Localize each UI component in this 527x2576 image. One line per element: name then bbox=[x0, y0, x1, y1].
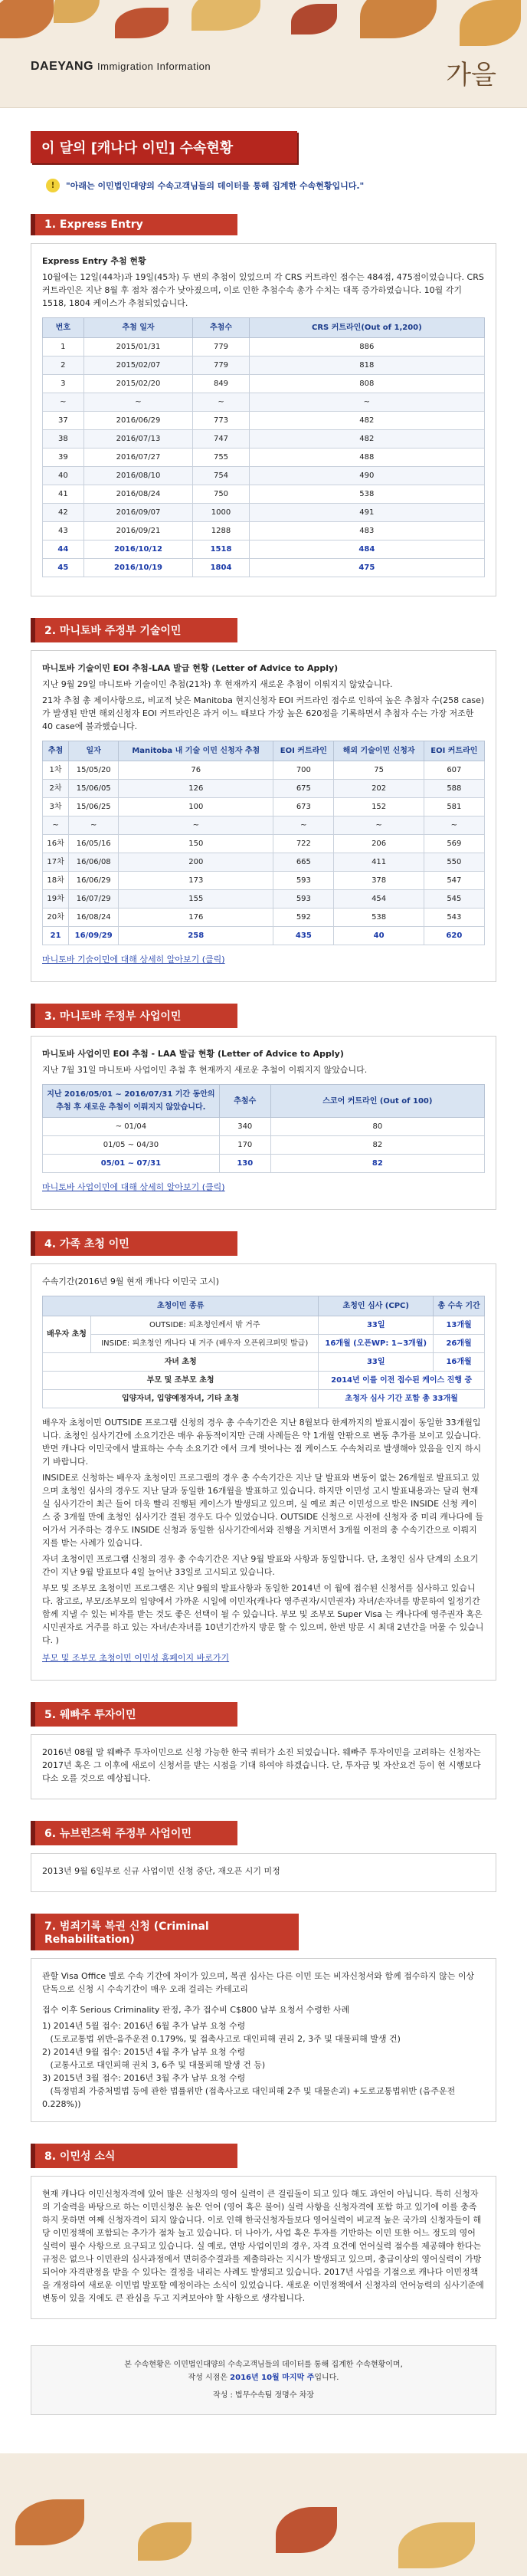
autumn-leaf-decoration bbox=[0, 0, 54, 38]
section-subtitle: 수속기간(2016년 9월 현재 캐나다 이민국 고시) bbox=[42, 1276, 220, 1286]
summary-line-date bbox=[39, 2371, 488, 2384]
table-cell: 378 bbox=[334, 872, 424, 890]
table-cell: 200 bbox=[119, 853, 273, 872]
table-row bbox=[43, 504, 485, 522]
section-paragraph: 2016년 08월 말 웨빠주 투자이민으로 신청 가능한 한국 쿼터가 소진 되었습니다. 웨빠주 투자이민을 고려하는 신청자는 2017년 혹은 그 이후에 새로이 신청서를 받는 시점을 기대 하여야 하겠습니다. 단, 투자금 및 자산요건 등이 현 시행보다 다소 오를 것으로 예상됩니다. bbox=[42, 1747, 481, 1783]
table-cell: 490 bbox=[249, 467, 484, 485]
section-paragraph: 부모 및 조부모 초청이민 프로그램은 지난 9월의 발표사항과 동일한 2014년 이 월에 접수된 신청서를 심사하고 있습니다. 참고로, 부모/조부모의 입양에서 가까운 시일에 이민자(캐나다 영주권자/시민권자) 자녀/손자녀를 방문하여 일정기간 함께 지낼 수 있는 비자를 받는 것도 좋은 선택이 될 수 있습니다. 부모 및 조부모 Super Visa 는 캐나다에 영주권자 혹은 시민권자로 거주를 하고 있는 자녀/손자녀를 10년기간까지 방문 할 수 있으며, 한번 방문 시 최대 2년간을 머물 수 있습니다. ) bbox=[42, 1583, 484, 1645]
table-row bbox=[43, 1118, 485, 1136]
table-cell: 886 bbox=[249, 338, 484, 356]
table-cell: 16/07/29 bbox=[69, 890, 119, 909]
table-cell: ~ bbox=[273, 816, 334, 835]
table-cell: ~ bbox=[249, 393, 484, 412]
table-cell: 665 bbox=[273, 853, 334, 872]
table-cell: 1804 bbox=[193, 559, 249, 577]
table-cell: 750 bbox=[193, 485, 249, 504]
family-sponsorship-link[interactable]: 부모 및 조부모 초청이민 이민성 홈페이지 바로가기 bbox=[42, 1653, 230, 1663]
table-cell: 16/08/24 bbox=[69, 909, 119, 927]
section-subtitle: 마니토바 사업이민 EOI 추첨 - LAA 발급 현황 (Letter of Advice to Apply) bbox=[42, 1049, 344, 1059]
table-header: 지난 2016/05/01 ~ 2016/07/31 기간 동안의 추첨 후 새로운 추첨이 이뤄지지 않았습니다. bbox=[43, 1085, 220, 1118]
table-cell: 2016/08/10 bbox=[83, 467, 193, 485]
season-title: 가을 bbox=[446, 60, 496, 90]
table-cell: 2016/08/24 bbox=[83, 485, 193, 504]
table-cell: 482 bbox=[249, 430, 484, 449]
table-cell: 202 bbox=[334, 780, 424, 798]
table-cell: 33일 bbox=[319, 1316, 434, 1335]
table-row bbox=[43, 393, 485, 412]
section-paragraph: 2013년 9월 6일부로 신규 사업이민 신청 중단, 재오픈 시기 미정 bbox=[42, 1866, 280, 1876]
section-subtitle: Express Entry 추첨 현황 bbox=[42, 256, 146, 266]
table-cell: 818 bbox=[249, 356, 484, 375]
table-cell: 475 bbox=[249, 559, 484, 577]
table-cell: 1518 bbox=[193, 540, 249, 559]
table-cell: 16개월 bbox=[434, 1353, 485, 1372]
table-cell: 19차 bbox=[43, 890, 69, 909]
table-row bbox=[43, 835, 485, 853]
header-banner bbox=[0, 0, 527, 108]
table-cell: 155 bbox=[119, 890, 273, 909]
table-cell: 2016/10/12 bbox=[83, 540, 193, 559]
table-row bbox=[43, 540, 485, 559]
table-row bbox=[43, 909, 485, 927]
table-cell: 75 bbox=[334, 761, 424, 780]
section-paragraph: 자녀 초청이민 프로그램 신청의 경우 총 수속기간은 지난 9월 발표와 사항과 동일합니다. 단, 초청인 심사 단계의 소요기간이 지난 9월 발표보다 4일 늘어난 33일로 고시되고 있습니다. bbox=[42, 1554, 479, 1577]
autumn-leaf-decoration bbox=[15, 2499, 84, 2545]
table-cell: 82 bbox=[270, 1155, 484, 1173]
table-header: 초청이민 종류 bbox=[43, 1296, 319, 1316]
section-subtitle: 마니토바 기술이민 EOI 추첨-LAA 발급 현황 (Letter of Advice to Apply) bbox=[42, 663, 339, 673]
manitoba-skilled-table bbox=[42, 741, 485, 945]
table-cell: 700 bbox=[273, 761, 334, 780]
logo-subtitle: Immigration Information bbox=[97, 61, 211, 72]
table-cell: 37 bbox=[43, 412, 84, 430]
table-cell: 18차 bbox=[43, 872, 69, 890]
list-item: 3) 2015년 3월 접수: 2016년 3월 추가 납부 요청 수령 bbox=[42, 2073, 246, 2083]
table-header: EOI 커트라인 bbox=[424, 741, 484, 761]
table-cell: ~ bbox=[334, 816, 424, 835]
table-cell: 491 bbox=[249, 504, 484, 522]
table-cell: 41 bbox=[43, 485, 84, 504]
manitoba-business-table bbox=[42, 1084, 485, 1173]
table-cell: 206 bbox=[334, 835, 424, 853]
table-cell: 435 bbox=[273, 927, 334, 945]
table-header: Manitoba 내 기술 이민 신청자 추첨 bbox=[119, 741, 273, 761]
table-cell: 543 bbox=[424, 909, 484, 927]
table-cell: ~ bbox=[83, 393, 193, 412]
table-cell: 550 bbox=[424, 853, 484, 872]
table-cell: 1차 bbox=[43, 761, 69, 780]
express-entry-table bbox=[42, 317, 485, 577]
table-cell: 538 bbox=[334, 909, 424, 927]
table-cell: 2016/09/21 bbox=[83, 522, 193, 540]
table-cell: 05/01 ~ 07/31 bbox=[43, 1155, 220, 1173]
section-heading-family-sponsorship: 4. 가족 초청 이민 bbox=[31, 1231, 237, 1256]
section-body-manitoba-skilled bbox=[31, 650, 496, 982]
company-logo[interactable] bbox=[31, 60, 211, 74]
table-cell: 20차 bbox=[43, 909, 69, 927]
table-row bbox=[43, 780, 485, 798]
summary-date-prefix: 작성 시점은 bbox=[188, 2374, 227, 2382]
table-cell: 배우자 초청 bbox=[43, 1316, 91, 1353]
table-cell: ~ 01/04 bbox=[43, 1118, 220, 1136]
table-row bbox=[43, 1335, 485, 1353]
table-cell: 01/05 ~ 04/30 bbox=[43, 1136, 220, 1155]
table-cell: 173 bbox=[119, 872, 273, 890]
table-body bbox=[43, 338, 485, 577]
table-cell: 2차 bbox=[43, 780, 69, 798]
table-cell: 43 bbox=[43, 522, 84, 540]
table-cell: 2016/09/07 bbox=[83, 504, 193, 522]
section-paragraph: 21차 추첨 총 제이사항으로, 비교적 낮은 Manitoba 현지신청자 EOI 커트라인 점수로 인하여 높은 추첨자 수(258 case)가 발생된 반면 해외신청자 EOI 커트라인은 과거 이느 때보다 가장 높은 620점을 기록하면서 추첨자 수는 가장 저조한 40 case에 불과했습니다. bbox=[42, 695, 485, 731]
table-cell: 808 bbox=[249, 375, 484, 393]
table-cell: 754 bbox=[193, 467, 249, 485]
autumn-leaf-decoration bbox=[276, 2507, 337, 2553]
table-cell: 42 bbox=[43, 504, 84, 522]
table-header: 추첨수 bbox=[219, 1085, 270, 1118]
section-paragraph: 지난 7월 31일 마니토바 사업이민 추첨 후 현재까지 새로운 추첨이 이뤄지지 않았습니다. bbox=[42, 1065, 368, 1075]
table-cell: 538 bbox=[249, 485, 484, 504]
table-cell: 482 bbox=[249, 412, 484, 430]
table-cell: 130 bbox=[219, 1155, 270, 1173]
table-row bbox=[43, 559, 485, 577]
table-row bbox=[43, 338, 485, 356]
summary-author: 작성 : 법무수속팀 정명수 차장 bbox=[212, 2391, 314, 2400]
section-paragraph: 관할 Visa Office 별로 수속 기간에 차이가 있으며, 복권 심사는 다른 이민 또는 비자신청서와 함께 접수하지 않는 이상 단독으로 신청 시 수속기간이 매우 오래 걸리는 카테고리 bbox=[42, 1971, 475, 1994]
list-item: 2) 2014년 9월 접수: 2015년 4월 추가 납부 요청 수령 bbox=[42, 2047, 246, 2057]
section-heading-express-entry: 1. Express Entry bbox=[31, 214, 237, 235]
table-cell: 581 bbox=[424, 798, 484, 816]
logo-brand: DAEYANG bbox=[31, 60, 94, 73]
table-header: 추첨 일자 bbox=[83, 318, 193, 338]
table-header: 추첨 bbox=[43, 741, 69, 761]
table-cell: 483 bbox=[249, 522, 484, 540]
lightbulb-icon: ! bbox=[46, 179, 60, 192]
section-body-express-entry bbox=[31, 243, 496, 596]
table-cell: 1 bbox=[43, 338, 84, 356]
table-cell: 2015/01/31 bbox=[83, 338, 193, 356]
manitoba-skilled-link[interactable]: 마니토바 기술이민에 대해 상세히 알아보기 (클릭) bbox=[42, 955, 225, 964]
table-cell: 454 bbox=[334, 890, 424, 909]
table-row bbox=[43, 449, 485, 467]
section-heading-quebec-investor: 5. 웨빠주 투자이민 bbox=[31, 1702, 237, 1727]
autumn-leaf-decoration bbox=[138, 2522, 191, 2561]
section-body-manitoba-business bbox=[31, 1036, 496, 1210]
table-cell: 44 bbox=[43, 540, 84, 559]
table-cell: 547 bbox=[424, 872, 484, 890]
table-cell: 2016/10/19 bbox=[83, 559, 193, 577]
table-header: 번호 bbox=[43, 318, 84, 338]
table-cell: 569 bbox=[424, 835, 484, 853]
table-cell: 2015/02/20 bbox=[83, 375, 193, 393]
section-body-quebec-investor bbox=[31, 1734, 496, 1799]
section-body-criminal-rehabilitation bbox=[31, 1958, 496, 2122]
table-cell: 입양자녀, 입양예정자녀, 기타 초청 bbox=[43, 1390, 319, 1408]
list-item: 1) 2014년 5월 접수: 2016년 6월 추가 납부 요청 수령 bbox=[42, 2021, 246, 2031]
table-row bbox=[43, 375, 485, 393]
table-cell: 1000 bbox=[193, 504, 249, 522]
table-cell: ~ bbox=[43, 816, 69, 835]
table-row bbox=[43, 1372, 485, 1390]
section-heading-immigration-news: 8. 이민성 소식 bbox=[31, 2144, 237, 2168]
table-header: 추첨수 bbox=[193, 318, 249, 338]
autumn-leaf-decoration bbox=[54, 0, 100, 23]
table-cell: 593 bbox=[273, 890, 334, 909]
table-cell: 2016/06/29 bbox=[83, 412, 193, 430]
autumn-leaf-decoration bbox=[460, 0, 521, 46]
section-body-family-sponsorship bbox=[31, 1263, 496, 1681]
table-row bbox=[43, 890, 485, 909]
table-cell: 588 bbox=[424, 780, 484, 798]
table-header: 일자 bbox=[69, 741, 119, 761]
section-paragraph: INSIDE로 신청하는 배우자 초청이민 프로그램의 경우 총 수속기간은 지난 달 발표와 변동이 없는 26개월로 발표되고 있으며 초청인 심사의 경우도 지난 달과 동일한 16개월을 발표하고 있습니다. 하지만 이민성 고시 발표내용과는 달리 현재 실 심사기간이 최근 들어 더욱 빨리 진행된 케이스가 발생되고 있으며, 실 예로 최근 이민성으로 받은 INSIDE 신청 케이스 중 3개월 만에 초청인 심사기간 결된 경우도 다수 있었습니다. OUTSIDE 신청으로 사전에 신청자 중 미리 캐나다에 들어가서 거주하는 경우도 INSIDE 신청과 동일한 심사기간에서와 진행을 거치면서 3개월 이전의 총 수속기간으로 이뤄지지를 받는 사례가 있습니다. bbox=[42, 1473, 483, 1548]
section-paragraph: 배우자 초청이민 OUTSIDE 프로그램 신청의 경우 총 수속기간은 지난 8월보다 한계까지의 발표시점이 동일한 33개월입니다. 초청인 심사기간에 소요기간은 매우 유동적이지만 근래 사례들은 약 1개월 안팎으로 변동 추가를 보이고 있습니다. 반면 캐나다 이민국에서 발표하는 수속 소요기간 에서 크게 벗어나는 점 케이스도 수속처리로 발생해야 있음을 인지 하시기 바랍니다. bbox=[42, 1418, 482, 1467]
table-cell: 38 bbox=[43, 430, 84, 449]
table-row bbox=[43, 1353, 485, 1372]
table-cell: 152 bbox=[334, 798, 424, 816]
table-cell: 3차 bbox=[43, 798, 69, 816]
section-body-immigration-news bbox=[31, 2176, 496, 2319]
table-row bbox=[43, 485, 485, 504]
table-row bbox=[43, 872, 485, 890]
table-cell: 488 bbox=[249, 449, 484, 467]
table-row bbox=[43, 798, 485, 816]
list-item: (교통사고로 대인피해 권치 3, 6주 및 대물피해 발생 건 등) bbox=[42, 2060, 266, 2070]
table-cell: 15/06/25 bbox=[69, 798, 119, 816]
table-cell: 2016/07/27 bbox=[83, 449, 193, 467]
table-cell: ~ bbox=[43, 393, 84, 412]
section-paragraph: 10월에는 12일(44차)과 19일(45차) 두 번의 추첨이 있었으며 각 CRS 커트라인 점수는 484점, 475점이었습니다. CRS 커트라인은 지난 8월 후 점차 점수가 낮아졌으며, 이로 인한 추첨수속 총가 수치는 대폭 증가하였습니다. 10월 각기 1518, 1804 케이스가 추첨되었습니다. bbox=[42, 272, 484, 308]
table-cell: 779 bbox=[193, 356, 249, 375]
table-cell: 340 bbox=[219, 1118, 270, 1136]
table-cell: 722 bbox=[273, 835, 334, 853]
table-row bbox=[43, 816, 485, 835]
table-cell: 773 bbox=[193, 412, 249, 430]
table-cell: 자녀 초청 bbox=[43, 1353, 319, 1372]
summary-date-suffix: 입니다. bbox=[314, 2374, 339, 2382]
section-body-new-brunswick bbox=[31, 1853, 496, 1892]
table-cell: 620 bbox=[424, 927, 484, 945]
case-list bbox=[42, 2019, 485, 2111]
table-cell: 484 bbox=[249, 540, 484, 559]
table-cell: 150 bbox=[119, 835, 273, 853]
table-cell: 258 bbox=[119, 927, 273, 945]
table-cell: 673 bbox=[273, 798, 334, 816]
family-sponsorship-table bbox=[42, 1296, 485, 1408]
summary-note bbox=[31, 2345, 496, 2415]
footer-banner bbox=[0, 2453, 527, 2576]
table-cell: 2015/02/07 bbox=[83, 356, 193, 375]
table-cell: 1288 bbox=[193, 522, 249, 540]
table-row bbox=[43, 1316, 485, 1335]
summary-date: 2016년 10월 마지막 주 bbox=[230, 2374, 315, 2382]
table-cell: ~ bbox=[193, 393, 249, 412]
table-cell: 3 bbox=[43, 375, 84, 393]
table-cell: 초청자 심사 기간 포함 총 33개월 bbox=[319, 1390, 485, 1408]
table-cell: 607 bbox=[424, 761, 484, 780]
section-heading-manitoba-skilled: 2. 마니토바 주정부 기술이민 bbox=[31, 618, 237, 642]
table-header: 해외 기술이민 신청자 bbox=[334, 741, 424, 761]
table-cell: 747 bbox=[193, 430, 249, 449]
table-cell: 592 bbox=[273, 909, 334, 927]
table-row bbox=[43, 356, 485, 375]
table-cell: 16/05/16 bbox=[69, 835, 119, 853]
section-heading-manitoba-business: 3. 마니토바 주정부 사업이민 bbox=[31, 1004, 237, 1028]
table-cell: ~ bbox=[119, 816, 273, 835]
table-cell: ~ bbox=[424, 816, 484, 835]
table-cell: 16/09/29 bbox=[69, 927, 119, 945]
intro-note bbox=[46, 179, 496, 192]
section-paragraph: 지난 9월 29일 마니토바 기술이민 추첨(21차) 후 현재까지 새로운 추첨이 이뤄지지 않았습니다. bbox=[42, 679, 393, 689]
table-cell: 545 bbox=[424, 890, 484, 909]
summary-line: 본 수속현황은 이민법인대양의 수속고객님들의 데이터를 통해 집계한 수속현황이며, bbox=[124, 2361, 403, 2369]
intro-note-text: "아래는 이민법인대양의 수속고객님들의 데이터를 통해 집계한 수속현황입니다." bbox=[66, 181, 365, 191]
table-header: CRS 커트라인(Out of 1,200) bbox=[249, 318, 484, 338]
table-cell: 16차 bbox=[43, 835, 69, 853]
manitoba-business-link[interactable]: 마니토바 사업이민에 대해 상세히 알아보기 (클릭) bbox=[42, 1182, 225, 1192]
table-body bbox=[43, 1118, 485, 1173]
section-heading-new-brunswick: 6. 뉴브런즈윅 주정부 사업이민 bbox=[31, 1821, 237, 1845]
table-cell: 2014년 이를 이전 접수된 케이스 진행 중 bbox=[319, 1372, 485, 1390]
table-cell: 15/05/20 bbox=[69, 761, 119, 780]
table-cell: INSIDE: 피초청인 캐나다 내 거주 (배우자 오픈워크퍼밋 발급) bbox=[91, 1335, 319, 1353]
section-paragraph: 접수 이후 Serious Criminality 판정, 추가 접수비 C$800 납부 요청서 수령한 사례 bbox=[42, 2005, 350, 2015]
table-row bbox=[43, 927, 485, 945]
table-row bbox=[43, 1136, 485, 1155]
table-cell: 176 bbox=[119, 909, 273, 927]
main-content bbox=[0, 108, 527, 2430]
table-cell: 170 bbox=[219, 1136, 270, 1155]
table-row bbox=[43, 430, 485, 449]
table-cell: 126 bbox=[119, 780, 273, 798]
table-header: 스코어 커트라인 (Out of 100) bbox=[270, 1085, 484, 1118]
table-cell: 40 bbox=[43, 467, 84, 485]
autumn-leaf-decoration bbox=[191, 0, 260, 31]
table-cell: 76 bbox=[119, 761, 273, 780]
table-cell: 80 bbox=[270, 1118, 484, 1136]
autumn-leaf-decoration bbox=[398, 2522, 475, 2568]
table-cell: 779 bbox=[193, 338, 249, 356]
table-cell: 13개월 bbox=[434, 1316, 485, 1335]
table-cell: 45 bbox=[43, 559, 84, 577]
table-body bbox=[43, 761, 485, 945]
table-cell: 부모 및 조부모 초청 bbox=[43, 1372, 319, 1390]
table-cell: 411 bbox=[334, 853, 424, 872]
table-cell: 755 bbox=[193, 449, 249, 467]
table-header: EOI 커트라인 bbox=[273, 741, 334, 761]
table-header: 총 수속 기간 bbox=[434, 1296, 485, 1316]
table-cell: 33일 bbox=[319, 1353, 434, 1372]
section-paragraph: 현재 캐나다 이민신청자격에 있어 많은 신청자의 영어 실력이 큰 걸림돌이 되고 있다 해도 과언이 아닙니다. 특히 신청자의 기술력을 바탕으로 하는 이민신청은 높은 언어 (영어 혹은 불어) 실력 사항을 신청자격에 포함 하고 있기에 이를 충족하지 못하면 여째 신청자격이 되지 않습니다. 이로 인해 한국신청자들보다 영어실력이 비교적 높은 국가의 신청자들이 해당 이민정책에 포함되는 추가가 점차 늘고 있습니다. 더 나아가, 사업 혹은 투자를 기반하는 이민 또한 어느 정도의 영어 실력이 필수 사항으로 요구되고 있습니다. 실 예로, 연방 사업이민의 경우, 자격 요건에 언어실력 점수를 제공해야 한다는 규정은 없으나 이민관의 심사과정에서 면허증수결과를 제출하라는 지시가 발생되고 있으며, 충급이상의 영어실력이 가방되어야 자격판정을 받을 수 있다는 결정을 내리는 사례도 발생되고 있습니다. 2017년 사업을 기점으로 캐나다 이민정책을 개정하여 새로운 이민법 발포할 예정이라는 소식이 있었습니다. 새로운 이민정책에서 신청자의 언어능력의 심사기준에 변동이 있을 지에도 큰 관심을 두고 지켜보아야 할 사항으로 생각됩니다. bbox=[42, 2189, 484, 2303]
section-heading-criminal-rehabilitation: 7. 범죄기록 복권 신청 (Criminal Rehabilitation) bbox=[31, 1914, 299, 1950]
table-cell: 100 bbox=[119, 798, 273, 816]
table-row bbox=[43, 467, 485, 485]
table-cell: 40 bbox=[334, 927, 424, 945]
table-row bbox=[43, 761, 485, 780]
autumn-leaf-decoration bbox=[360, 0, 437, 38]
page-title: 이 달의 [캐나다 이민] 수속현황 bbox=[31, 131, 297, 163]
table-cell: 16/06/08 bbox=[69, 853, 119, 872]
table-cell: 593 bbox=[273, 872, 334, 890]
table-cell: 675 bbox=[273, 780, 334, 798]
autumn-leaf-decoration bbox=[291, 4, 337, 34]
table-cell: 21 bbox=[43, 927, 69, 945]
table-cell: 17차 bbox=[43, 853, 69, 872]
table-row bbox=[43, 1390, 485, 1408]
list-item: (특정범죄 가중처벌법 등에 관한 법률위반 (접촉사고로 대인피해 2주 및 대물손괴) +도로교통법위반 (음주운전 0.228%)) bbox=[42, 2086, 458, 2109]
table-cell: 849 bbox=[193, 375, 249, 393]
table-cell: OUTSIDE: 피초청인께서 밖 거주 bbox=[91, 1316, 319, 1335]
table-row bbox=[43, 522, 485, 540]
table-cell: 82 bbox=[270, 1136, 484, 1155]
table-cell: 39 bbox=[43, 449, 84, 467]
table-cell: 15/06/05 bbox=[69, 780, 119, 798]
table-row bbox=[43, 853, 485, 872]
table-row bbox=[43, 412, 485, 430]
table-cell: 26개월 bbox=[434, 1335, 485, 1353]
table-cell: 2016/07/13 bbox=[83, 430, 193, 449]
table-cell: 16개월 (오픈WP: 1~3개월) bbox=[319, 1335, 434, 1353]
table-cell: 2 bbox=[43, 356, 84, 375]
list-item: (도로교통법 위반-음주운전 0.179%, 및 접촉사고로 대인피해 권리 2, 3주 및 대물피해 발생 건) bbox=[42, 2034, 401, 2044]
table-cell: 16/06/29 bbox=[69, 872, 119, 890]
table-row bbox=[43, 1155, 485, 1173]
table-cell: ~ bbox=[69, 816, 119, 835]
table-header: 초청인 심사 (CPC) bbox=[319, 1296, 434, 1316]
autumn-leaf-decoration bbox=[115, 8, 169, 38]
